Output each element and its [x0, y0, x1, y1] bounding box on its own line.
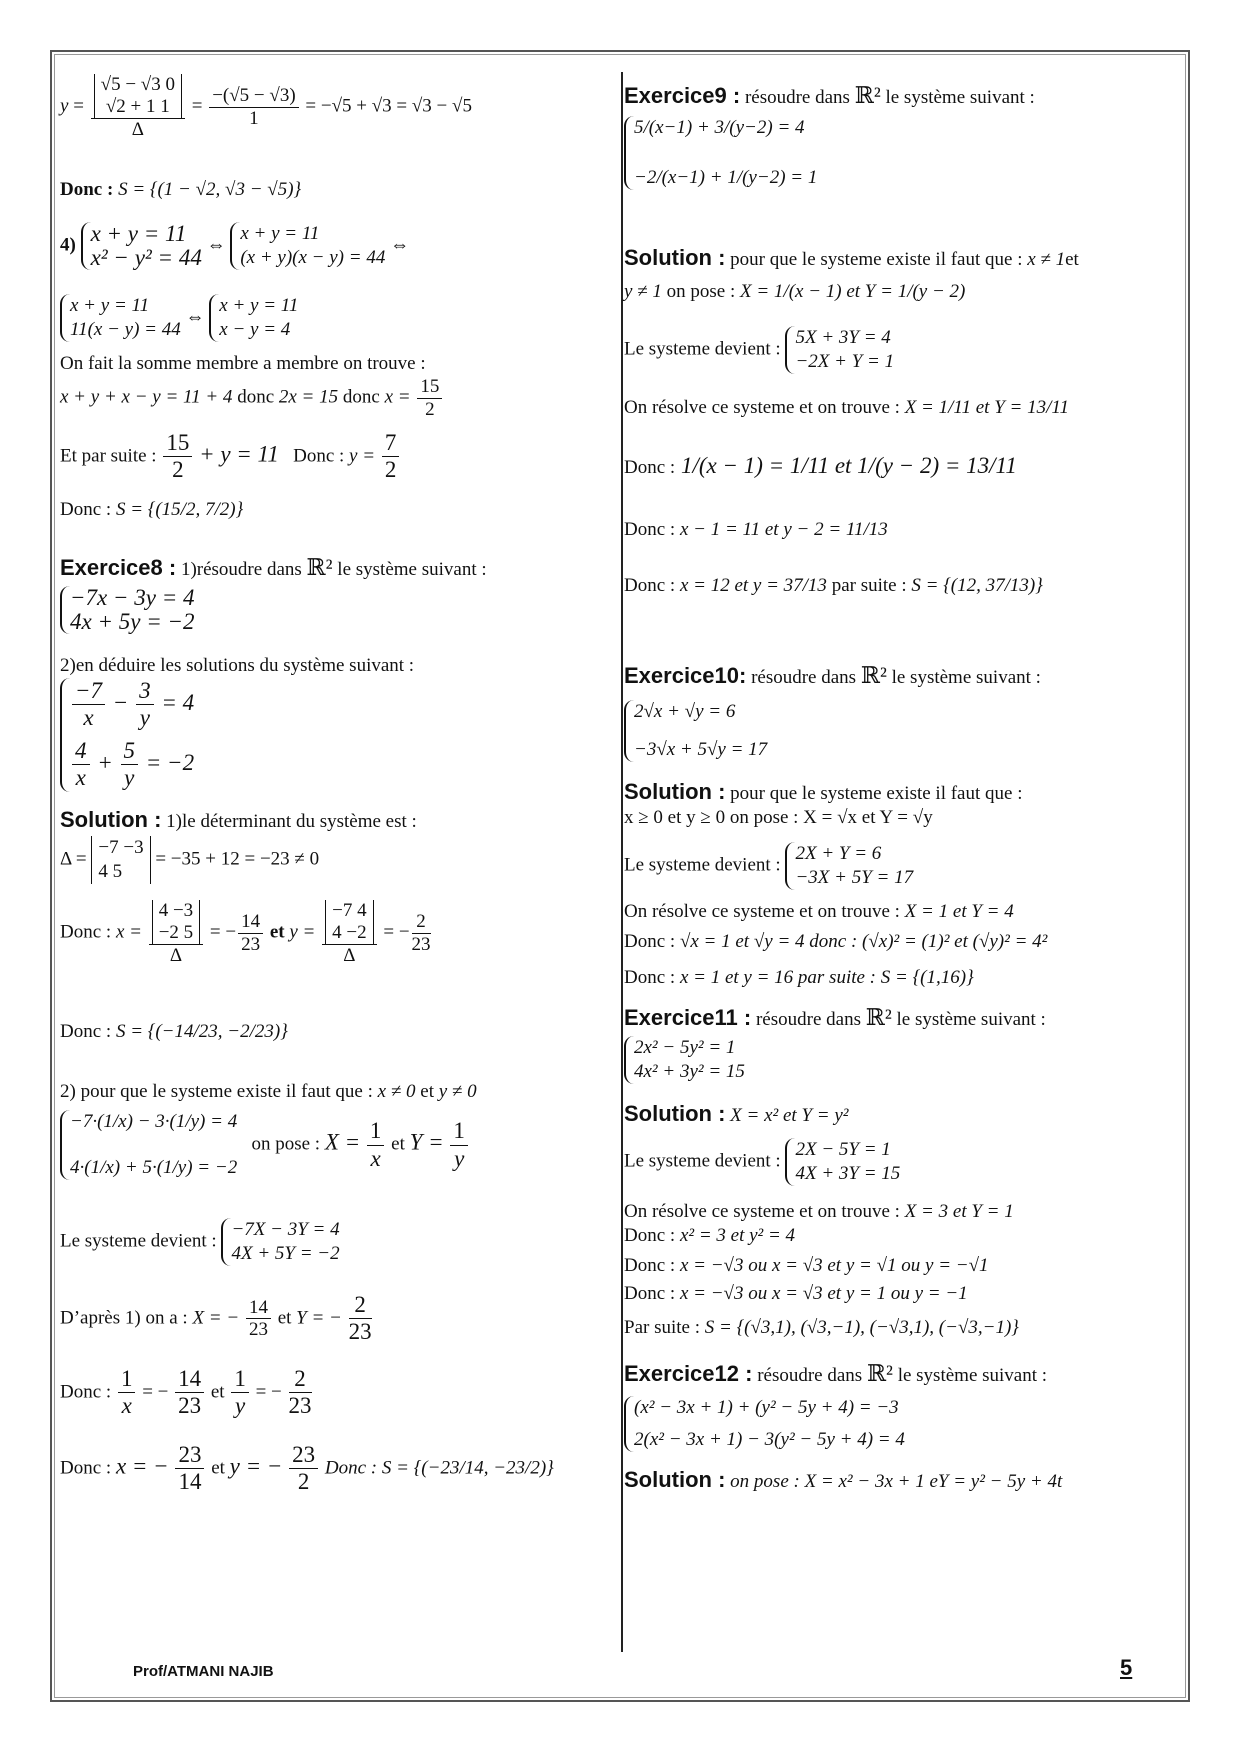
d9c-line: Donc : x = 12 et y = 37/13 par suite : S = {(12, 37/13)}	[624, 575, 1043, 596]
set11-line: Par suite : S = {(√3,1), (√3,−1), (−√3,1), (−√3,−1)}	[624, 1317, 1019, 1338]
final-line: Donc : x = − $\frac{23}{14}$ et y = − $\frac{23}{2}$ Donc : S = {(−23/14, −23/2)}	[60, 1442, 554, 1495]
column-divider	[621, 72, 623, 1652]
ex12-title-line: Exercice12 : résoudre dans ℝ² le système suivant :	[624, 1361, 1048, 1386]
res10-line: On résolve ce systeme et on trouve : X = 1 et Y = 4	[624, 901, 1014, 922]
q2-cond-line: 2) pour que le systeme existe il faut que : x ≠ 0 et y ≠ 0	[60, 1081, 477, 1102]
d10a-line: Donc : √x = 1 et √y = 4 donc : (√x)² = (1)² et (√y)² = 4²	[624, 931, 1048, 952]
set-line-q4: Donc : S = {(15/2, 7/2)}	[60, 499, 244, 520]
ex8-system-2: $\frac{-7}{x}$ − $\frac{3}{y}$ = 4 $\frac{4}{x}$ + $\frac{5}{y}$ = −2	[60, 678, 194, 792]
dapres-line: D’après 1) on a : X = − $\frac{14}{23}$ et Y = − $\frac{2}{23}$	[60, 1292, 372, 1345]
ex9-title-line: Exercice9 : résoudre dans ℝ² le système suivant :	[624, 83, 1035, 108]
sys-devient-line: Le systeme devient : −7X − 3Y = 4 4X + 5Y = −2	[60, 1219, 340, 1264]
pose9-line: y ≠ 1 on pose : X = 1/(x − 1) et Y = 1/(y − 2)	[624, 281, 966, 302]
donc-set-line: Donc : S = {(1 − √2, √3 − √5)}	[60, 179, 302, 200]
res9-line: On résolve ce systeme et on trouve : X = 1/11 et Y = 13/11	[624, 397, 1069, 418]
d11c-line: Donc : x = −√3 ou x = √3 et y = 1 ou y = −1	[624, 1283, 968, 1304]
sol12-title-line: Solution : on pose : X = x² − 3x + 1 eY = y² − 5y + 4t	[624, 1467, 1063, 1492]
ex11-system: 2x² − 5y² = 1 4x² + 3y² = 15	[624, 1036, 745, 1084]
page-number: 5	[1120, 1655, 1133, 1680]
sys11-devient-line: Le systeme devient : 2X − 5Y = 1 4X + 3Y = 15	[624, 1139, 901, 1184]
d9b-line: Donc : x − 1 = 11 et y − 2 = 11/13	[624, 519, 888, 540]
set-line-8: Donc : S = {(−14/23, −2/23)}	[60, 1021, 288, 1042]
ex9-system: 5/(x−1) + 3/(y−2) = 4 −2/(x−1) + 1/(y−2) = 1	[624, 116, 817, 190]
ex8-q2: 2)en déduire les solutions du système suivant :	[60, 655, 415, 676]
sol11-title-line: Solution : X = x² et Y = y²	[624, 1101, 849, 1126]
ex10-system: 2√x + √y = 6 −3√x + 5√y = 17	[624, 700, 767, 762]
ex8-system-1: −7x − 3y = 4 4x + 5y = −2	[60, 586, 194, 634]
q4-line-2: x + y = 11 11(x − y) = 44 ⇔ x + y = 11 x − y = 4	[60, 294, 298, 342]
delta-line: Δ = −7 −3 4 5 = −35 + 12 = −23 ≠ 0	[60, 837, 320, 882]
ex11-title-line: Exercice11 : résoudre dans ℝ² le système suivant :	[624, 1005, 1046, 1030]
sys10-devient-line: Le systeme devient : 2X + Y = 6 −3X + 5Y = 17	[624, 843, 914, 888]
d11a-line: Donc : x² = 3 et y² = 4	[624, 1225, 796, 1246]
donc-inverse-line: Donc : $\frac{1}{x}$ = − $\frac{14}{23}$ et $\frac{1}{y}$ = − $\frac{2}{23}$	[60, 1366, 312, 1419]
sol8-title-line: Solution : 1)le déterminant du système est :	[60, 807, 417, 832]
d9a-line: Donc : 1/(x − 1) = 1/11 et 1/(y − 2) = 13/11	[624, 453, 1017, 478]
footer-author: Prof/ATMANI NAJIB	[133, 1663, 274, 1680]
par-suite-line: Et par suite : $\frac{15}{2}$ + y = 11 Donc : y = $\frac{7}{2}$	[60, 430, 401, 484]
d10b-line: Donc : x = 1 et y = 16 par suite : S = {(1,16)}	[624, 967, 974, 988]
somme-text: On fait la somme membre a membre on trouve :	[60, 353, 426, 374]
sol9-title-line: Solution : pour que le systeme existe il faut que : x ≠ 1et	[624, 245, 1079, 270]
ex8-title-line: Exercice8 : 1)résoudre dans ℝ² le système suivant :	[60, 555, 487, 580]
d11b-line: Donc : x = −√3 ou x = √3 et y = √1 ou y = −√1	[624, 1255, 989, 1276]
somme-eq-line: x + y + x − y = 11 + 4 donc 2x = 15 donc x = $\frac{15}{2}$	[60, 376, 444, 421]
cramer-line: Donc : x = 4 −3 −2 5 Δ = − $\frac{14}{23}$ et y = −7 4 4 −2 Δ = − $\frac{2}{23}$	[60, 900, 431, 966]
sol10-title-line: Solution : pour que le systeme existe il faut que :	[624, 779, 1023, 804]
y-determinant-line: y = √5 − √3 0 √2 + 1 1 Δ = $\frac{-(√5 - √3)}{1}$ = −√5 + √3 = √3 − √5	[60, 74, 472, 140]
ex10-title-line: Exercice10: résoudre dans ℝ² le système suivant :	[624, 663, 1041, 688]
sys9-devient-line: Le systeme devient : 5X + 3Y = 4 −2X + Y = 1	[624, 327, 895, 372]
q4-line-1: 4) x + y = 11 x² − y² = 44 ⇔ x + y = 11 (x + y)(x − y) = 44 ⇔	[60, 221, 410, 270]
res11-line: On résolve ce systeme et on trouve : X = 3 et Y = 1	[624, 1201, 1014, 1222]
ex12-system: (x² − 3x + 1) + (y² − 5y + 4) = −3 2(x² − 3x + 1) − 3(y² − 5y + 4) = 4	[624, 1396, 905, 1452]
cond10-line: x ≥ 0 et y ≥ 0 on pose : X = √x et Y = √y	[624, 807, 933, 828]
sys-inverse-line: −7·(1/x) − 3·(1/y) = 4 4·(1/x) + 5·(1/y) = −2 on pose : X = $\frac{1}{x}$ et Y = $\frac{1}{y}$	[60, 1110, 470, 1180]
